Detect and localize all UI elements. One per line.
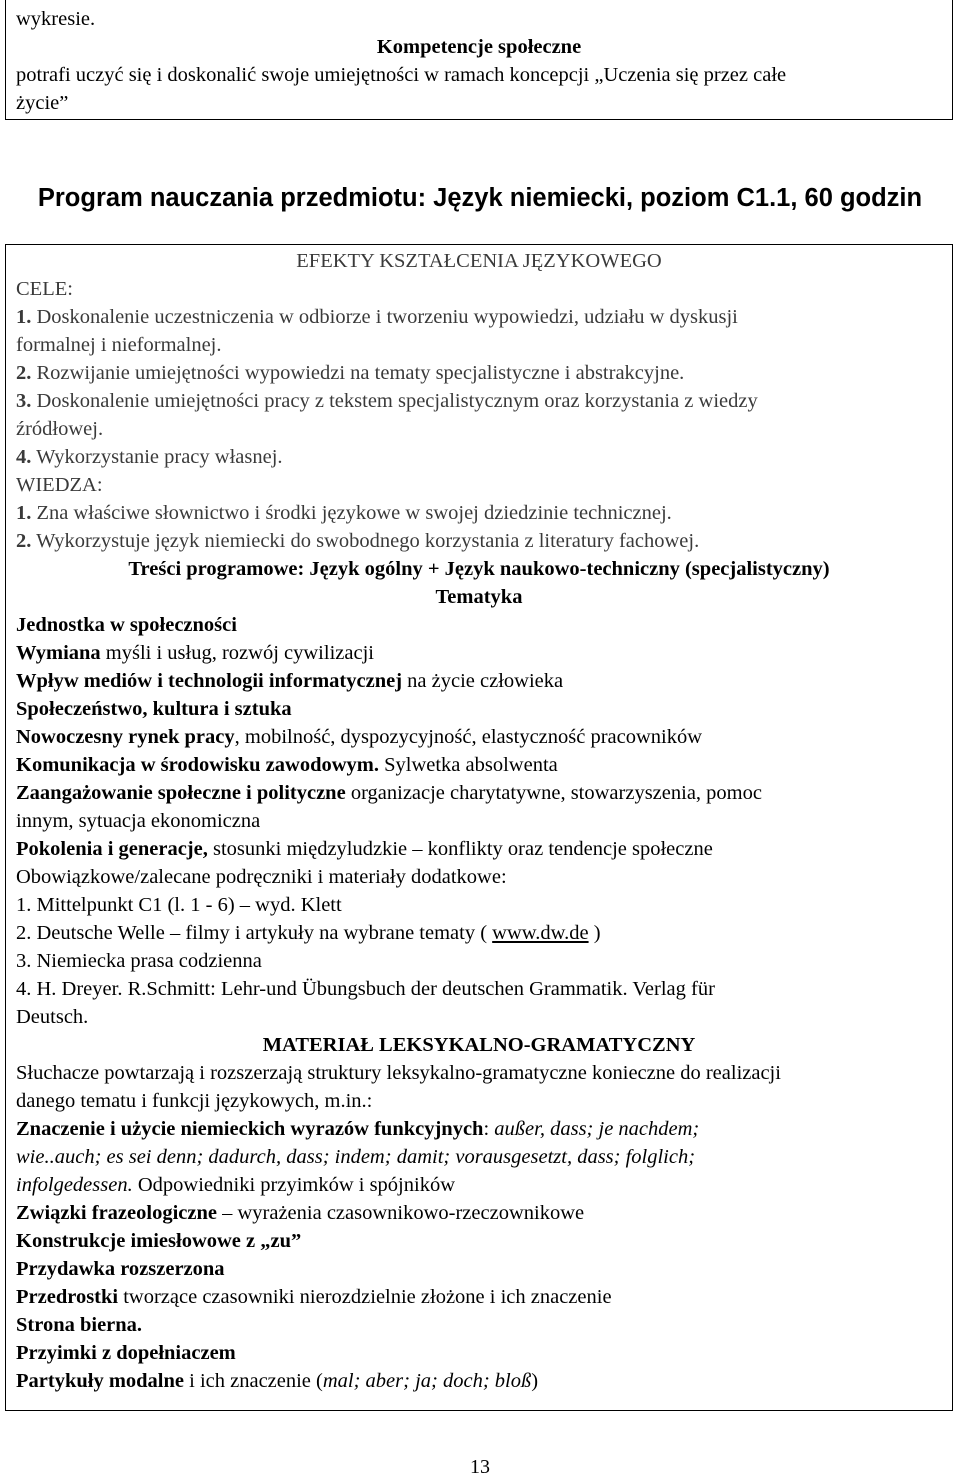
wiedza-item-2: 2. Wykorzystuje język niemiecki do swobodnego korzystania z literatury fachowej. — [16, 530, 700, 552]
cele-item-1: 1. Doskonalenie uczestniczenia w odbiorze i tworzeniu wypowiedzi, udziału w dyskusji — [16, 306, 738, 328]
social-competences-heading: Kompetencje społeczne — [376, 36, 582, 58]
cele-item-3: 3. Doskonalenie umiejętności pracy z tekstem specjalistycznym oraz korzystania z wiedzy — [16, 390, 758, 412]
grammar-line: infolgedessen. Odpowiedniki przyimków i spójników — [16, 1174, 456, 1196]
competence-text-line-2: życie” — [16, 92, 69, 114]
dw-link[interactable]: www.dw.de — [492, 922, 589, 944]
tresci-title: Treści programowe: Język ogólny + Język naukowo-techniczny (specjalistyczny) — [128, 558, 830, 580]
topic-line: Zaangażowanie społeczne i polityczne organizacje charytatywne, stowarzyszenia, pomoc — [16, 782, 762, 804]
wykresie-line: wykresie. — [16, 8, 96, 30]
topic-line: Komunikacja w środowisku zawodowym. Sylwetka absolwenta — [16, 754, 558, 776]
grammar-line: Konstrukcje imiesłowowe z „zu” — [16, 1230, 302, 1252]
cele-item-4: 4. Wykorzystanie pracy własnej. — [16, 446, 283, 468]
grammar-title: MATERIAŁ LEKSYKALNO-GRAMATYCZNY — [262, 1034, 696, 1056]
cele-label: CELE: — [16, 278, 73, 300]
language-outcomes-box — [5, 244, 953, 1411]
material-item: 2. Deutsche Welle – filmy i artykuły na wybrane tematy ( www.dw.de ) — [16, 922, 601, 944]
topic-line: Wymiana myśli i usług, rozwój cywilizacji — [16, 642, 374, 664]
materials-title: Obowiązkowe/zalecane podręczniki i materiały dodatkowe: — [16, 866, 507, 888]
grammar-line: Przedrostki tworzące czasowniki nierozdzielnie złożone i ich znaczenie — [16, 1286, 612, 1308]
grammar-line: Strona bierna. — [16, 1314, 143, 1336]
grammar-line: Partykuły modalne i ich znaczenie (mal; aber; ja; doch; bloß) — [16, 1370, 539, 1392]
competence-text-line-1: potrafi uczyć się i doskonalić swoje umiejętności w ramach koncepcji „Uczenia się przez całe — [16, 64, 787, 86]
topic-line: Nowoczesny rynek pracy, mobilność, dyspozycyjność, elastyczność pracowników — [16, 726, 703, 748]
grammar-line: Związki frazeologiczne – wyrażenia czasownikowo-rzeczownikowe — [16, 1202, 585, 1224]
wiedza-item-1: 1. Zna właściwe słownictwo i środki językowe w swojej dziedzinie technicznej. — [16, 502, 672, 524]
grammar-line: Przydawka rozszerzona — [16, 1258, 225, 1280]
material-item: 4. H. Dreyer. R.Schmitt: Lehr-und Übungsbuch der deutschen Grammatik. Verlag für — [16, 978, 715, 1000]
topic-line: Jednostka w społeczności — [16, 614, 237, 636]
cele-item-3-cont: źródłowej. — [16, 418, 104, 440]
section-title: EFEKTY KSZTAŁCENIA JĘZYKOWEGO — [296, 250, 662, 272]
page-number: 13 — [470, 1456, 490, 1478]
material-item: 3. Niemiecka prasa codzienna — [16, 950, 262, 972]
grammar-line: wie..auch; es sei denn; dadurch, dass; indem; damit; vorausgesetzt, dass; folglich; — [16, 1146, 696, 1168]
topic-line: Pokolenia i generacje, stosunki międzyludzkie – konflikty oraz tendencje społeczne — [16, 838, 713, 860]
grammar-intro-cont: danego tematu i funkcji językowych, m.in.: — [16, 1090, 373, 1112]
topic-line: Wpływ mediów i technologii informatycznej na życie człowieka — [16, 670, 564, 692]
tematyka-title: Tematyka — [435, 586, 523, 608]
grammar-intro: Słuchacze powtarzają i rozszerzają struktury leksykalno-gramatyczne konieczne do realizacji — [16, 1062, 781, 1084]
competences-box — [5, 0, 953, 120]
material-item: 1. Mittelpunkt C1 (l. 1 - 6) – wyd. Klett — [16, 894, 342, 916]
cele-item-1-cont: formalnej i nieformalnej. — [16, 334, 222, 356]
wiedza-label: WIEDZA: — [16, 474, 103, 496]
program-title: Program nauczania przedmiotu: Język niemiecki, poziom C1.1, 60 godzin — [37, 184, 923, 212]
material-item-cont: Deutsch. — [16, 1006, 89, 1028]
cele-item-2: 2. Rozwijanie umiejętności wypowiedzi na tematy specjalistyczne i abstrakcyjne. — [16, 362, 685, 384]
grammar-line: Przyimki z dopełniaczem — [16, 1342, 236, 1364]
topic-line: innym, sytuacja ekonomiczna — [16, 810, 261, 832]
topic-line: Społeczeństwo, kultura i sztuka — [16, 698, 292, 720]
grammar-line: Znaczenie i użycie niemieckich wyrazów funkcyjnych: außer, dass; je nachdem; — [16, 1118, 700, 1140]
